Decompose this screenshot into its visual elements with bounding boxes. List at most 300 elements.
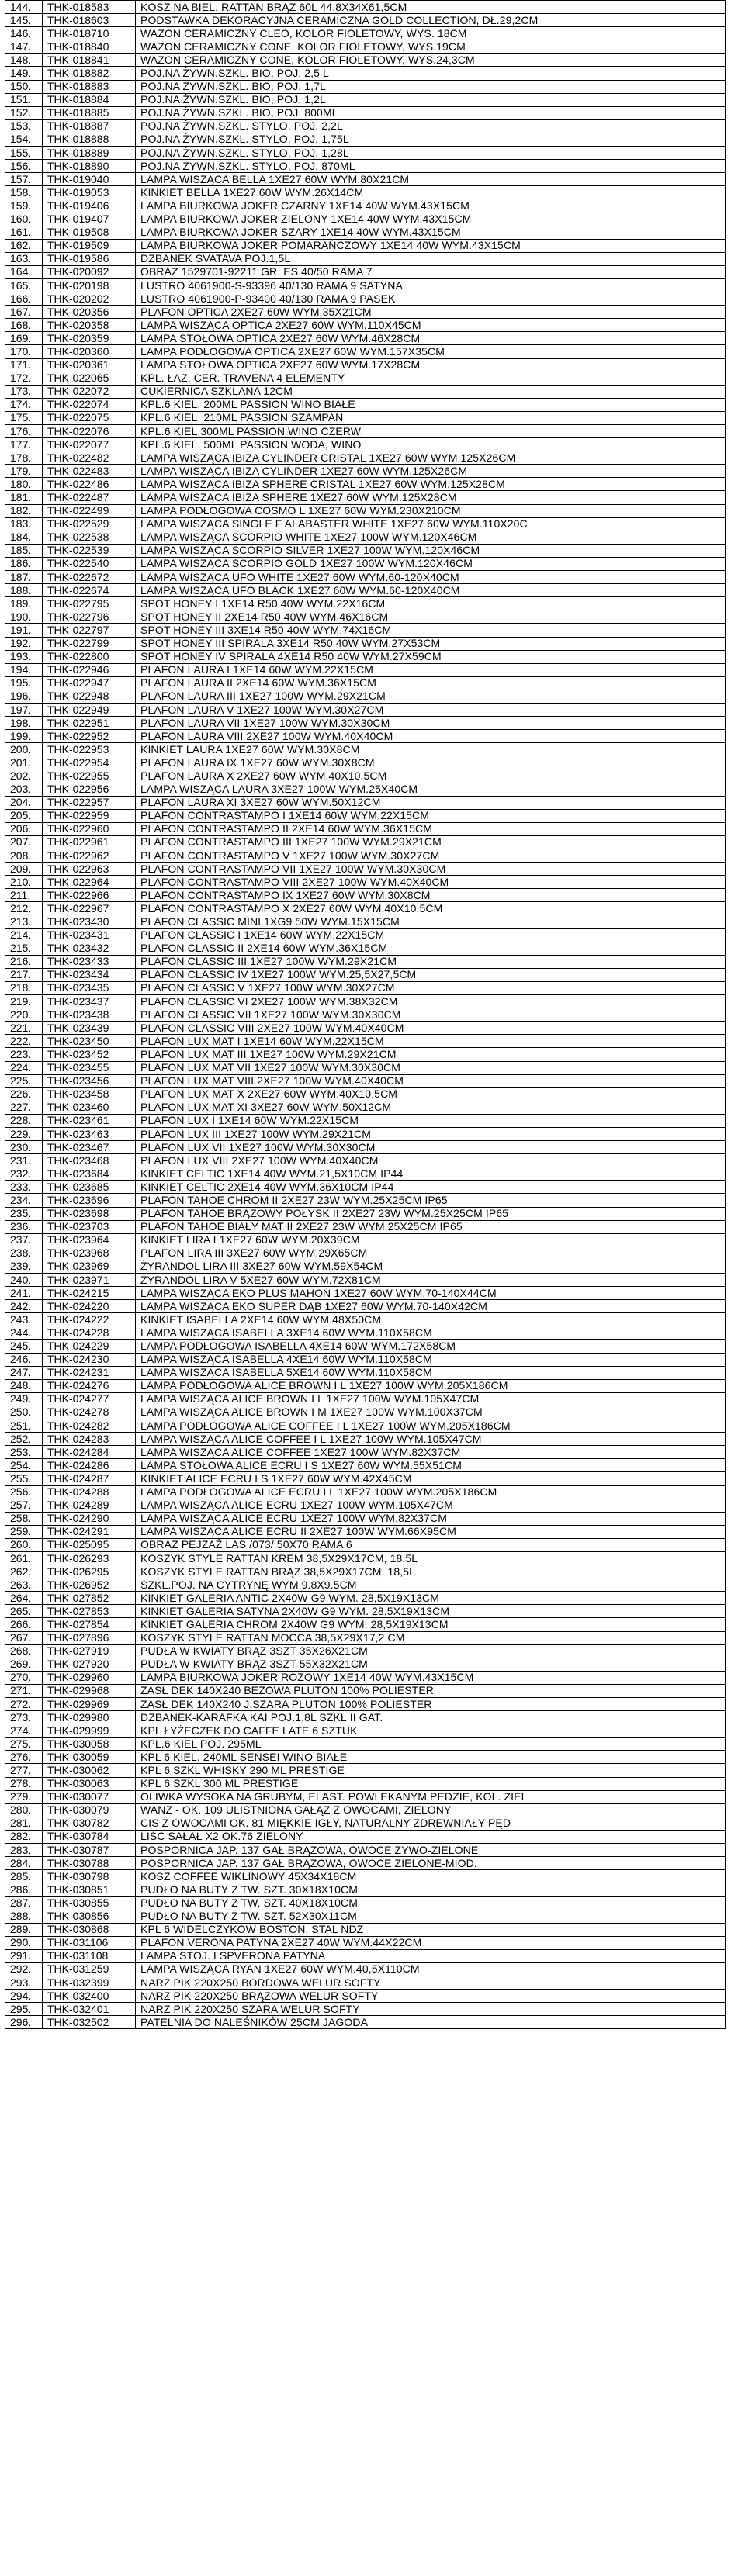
product-name: ŻYRANDOL LIRA III 3XE27 60W WYM.59X54CM	[136, 1260, 726, 1273]
table-row	[5, 517, 726, 531]
product-name: KOSZYK STYLE RATTAN MOCCA 38,5X29X17,2 CM	[136, 1631, 726, 1644]
row-number: 223.	[5, 1048, 43, 1061]
table-row	[5, 1658, 726, 1671]
product-name: PUDŁA W KWIATY BRĄZ 3SZT 55X32X21CM	[136, 1658, 726, 1671]
row-number: 286.	[5, 1883, 43, 1897]
product-name: PLAFON CONTRASTAMPO VIII 2XE27 100W WYM.40X40CM	[136, 876, 726, 889]
row-number: 190.	[5, 610, 43, 624]
table-row	[5, 1101, 726, 1114]
row-number: 229.	[5, 1127, 43, 1140]
table-row	[5, 14, 726, 27]
product-code: THK-024277	[43, 1392, 136, 1406]
product-name: PLAFON LAURA X 2XE27 60W WYM.40X10,5CM	[136, 769, 726, 783]
product-code: THK-030063	[43, 1777, 136, 1790]
product-name: PLAFON OPTICA 2XE27 60W WYM.35X21CM	[136, 306, 726, 319]
table-row	[5, 915, 726, 928]
row-number: 277.	[5, 1764, 43, 1777]
table-row	[5, 504, 726, 517]
product-name: KINKIET GALERIA SATYNA 2X40W G9 WYM. 28,5X19X13CM	[136, 1605, 726, 1618]
row-number: 224.	[5, 1061, 43, 1074]
product-name: POJ.NA ŻYWN.SZKL. STYLO, POJ. 1,75L	[136, 133, 726, 146]
product-name: POJ.NA ŻYWN.SZKL. STYLO, POJ. 2,2L	[136, 119, 726, 133]
table-row	[5, 1300, 726, 1313]
row-number: 162.	[5, 239, 43, 252]
table-row	[5, 332, 726, 345]
row-number: 216.	[5, 955, 43, 968]
table-row	[5, 756, 726, 769]
product-code: THK-027920	[43, 1658, 136, 1671]
product-code: THK-019407	[43, 213, 136, 226]
product-code: THK-018841	[43, 54, 136, 67]
product-name: PLAFON CONTRASTAMPO V 1XE27 100W WYM.30X27CM	[136, 849, 726, 863]
product-code: THK-023969	[43, 1260, 136, 1273]
table-row	[5, 1976, 726, 1989]
row-number: 273.	[5, 1711, 43, 1724]
row-number: 178.	[5, 451, 43, 465]
product-code: THK-030851	[43, 1883, 136, 1897]
table-row	[5, 27, 726, 40]
row-number: 257.	[5, 1499, 43, 1512]
row-number: 146.	[5, 27, 43, 40]
row-number: 215.	[5, 942, 43, 955]
product-name: PLAFON LAURA II 2XE14 60W WYM.36X15CM	[136, 676, 726, 690]
table-row	[5, 822, 726, 835]
table-row	[5, 1962, 726, 1976]
product-code: THK-031259	[43, 1962, 136, 1976]
product-name: PLAFON CONTRASTAMPO X 2XE27 60W WYM.40X10,5CM	[136, 902, 726, 915]
product-code: THK-023458	[43, 1087, 136, 1101]
product-code: THK-026952	[43, 1578, 136, 1592]
table-row	[5, 1194, 726, 1207]
product-code: THK-020358	[43, 319, 136, 332]
row-number: 265.	[5, 1605, 43, 1618]
product-code: THK-022947	[43, 676, 136, 690]
product-code: THK-030868	[43, 1923, 136, 1936]
product-code: THK-022959	[43, 809, 136, 822]
product-name: LAMPA WISZĄCA ALICE COFFEE I L 1XE27 100W WYM.105X47CM	[136, 1433, 726, 1446]
product-name: LAMPA PODŁOGOWA ALICE ECRU I L 1XE27 100W WYM.205X186CM	[136, 1485, 726, 1499]
product-name: PODSTAWKA DEKORACYJNA CERAMICZNA GOLD COLLECTION, DŁ.29,2CM	[136, 14, 726, 27]
product-code: THK-023456	[43, 1074, 136, 1087]
product-name: KINKIET ISABELLA 2XE14 60W WYM.48X50CM	[136, 1313, 726, 1326]
product-code: THK-022797	[43, 624, 136, 637]
product-code: THK-022482	[43, 451, 136, 465]
product-name: LAMPA WISZĄCA ISABELLA 5XE14 60W WYM.110X58CM	[136, 1366, 726, 1379]
product-name: LAMPA STOŁOWA OPTICA 2XE27 60W WYM.46X28CM	[136, 332, 726, 345]
product-name: LAMPA WISZĄCA SCORPIO GOLD 1XE27 100W WYM.120X46CM	[136, 557, 726, 570]
table-row	[5, 385, 726, 398]
table-row	[5, 199, 726, 213]
product-code: THK-022961	[43, 835, 136, 849]
table-row	[5, 226, 726, 239]
table-row	[5, 1538, 726, 1551]
table-row	[5, 213, 726, 226]
product-code: THK-022483	[43, 465, 136, 478]
product-name: LAMPA PODŁOGOWA ISABELLA 4XE14 60W WYM.172X58CM	[136, 1340, 726, 1353]
table-row	[5, 1154, 726, 1167]
product-code: THK-022540	[43, 557, 136, 570]
product-name: PLAFON VERONA PATYNA 2XE27 40W WYM.44X22CM	[136, 1936, 726, 1949]
row-number: 168.	[5, 319, 43, 332]
row-number: 165.	[5, 278, 43, 292]
table-row	[5, 1830, 726, 1843]
row-number: 207.	[5, 835, 43, 849]
product-code: THK-024229	[43, 1340, 136, 1353]
product-name: PLAFON LUX MAT III 1XE27 100W WYM.29X21CM	[136, 1048, 726, 1061]
product-code: THK-024289	[43, 1499, 136, 1512]
product-name: KINKIET LIRA I 1XE27 60W WYM.20X39CM	[136, 1233, 726, 1247]
product-name: CUKIERNICA SZKLANA 12CM	[136, 385, 726, 398]
product-name: LAMPA BIURKOWA JOKER ZIELONY 1XE14 40W WYM.43X15CM	[136, 213, 726, 226]
product-name: PLAFON CLASSIC VI 2XE27 100W WYM.38X32CM	[136, 995, 726, 1008]
row-number: 204.	[5, 796, 43, 809]
product-code: THK-020360	[43, 345, 136, 358]
product-name: PLAFON CLASSIC MINI 1XG9 50W WYM.15X15CM	[136, 915, 726, 928]
row-number: 213.	[5, 915, 43, 928]
product-code: THK-029960	[43, 1671, 136, 1684]
product-code: THK-030077	[43, 1790, 136, 1803]
product-code: THK-032399	[43, 1976, 136, 1989]
row-number: 276.	[5, 1751, 43, 1764]
table-row	[5, 690, 726, 703]
table-row	[5, 491, 726, 504]
product-name: PUDŁO NA BUTY Z TW. SZT. 40X18X10CM	[136, 1897, 726, 1910]
row-number: 167.	[5, 306, 43, 319]
table-row	[5, 557, 726, 570]
product-name: LAMPA PODŁOGOWA OPTICA 2XE27 60W WYM.157X35CM	[136, 345, 726, 358]
row-number: 186.	[5, 557, 43, 570]
product-name: KOSZ NA BIEL. RATTAN BRĄZ 60L 44,8X34X61,5CM	[136, 1, 726, 14]
product-name: SPOT HONEY II 2XE14 R50 40W WYM.46X16CM	[136, 610, 726, 624]
product-code: THK-022960	[43, 822, 136, 835]
row-number: 154.	[5, 133, 43, 146]
product-code: THK-031106	[43, 1936, 136, 1949]
row-number: 289.	[5, 1923, 43, 1936]
product-code: THK-022957	[43, 796, 136, 809]
table-row	[5, 398, 726, 411]
product-name: LAMPA PODŁOGOWA ALICE BROWN I L 1XE27 100W WYM.205X186CM	[136, 1379, 726, 1392]
product-code: THK-022065	[43, 372, 136, 385]
row-number: 166.	[5, 292, 43, 306]
table-row	[5, 1207, 726, 1220]
product-code: THK-023431	[43, 928, 136, 942]
product-code: THK-023432	[43, 942, 136, 955]
table-row	[5, 981, 726, 994]
row-number: 191.	[5, 624, 43, 637]
product-code: THK-022953	[43, 743, 136, 756]
product-name: LAMPA WISZĄCA UFO WHITE 1XE27 60W WYM.60-120X40CM	[136, 571, 726, 584]
product-code: THK-024287	[43, 1472, 136, 1485]
product-name: OBRAZ 1529701-92211 GR. ES 40/50 RAMA 7	[136, 265, 726, 278]
row-number: 222.	[5, 1035, 43, 1048]
product-code: THK-022952	[43, 730, 136, 743]
product-name: PLAFON CLASSIC II 2XE14 60W WYM.36X15CM	[136, 942, 726, 955]
table-row	[5, 743, 726, 756]
product-name: PLAFON CONTRASTAMPO III 1XE27 100W WYM.29X21CM	[136, 835, 726, 849]
row-number: 197.	[5, 703, 43, 716]
product-code: THK-022964	[43, 876, 136, 889]
product-name: ŻYRANDOL LIRA V 5XE27 60W WYM.72X81CM	[136, 1274, 726, 1287]
product-name: POJ.NA ŻYWN.SZKL. BIO, POJ. 800ML	[136, 106, 726, 119]
table-row	[5, 40, 726, 54]
product-name: PLAFON CONTRASTAMPO VII 1XE27 100W WYM.30X30CM	[136, 863, 726, 876]
table-row	[5, 1433, 726, 1446]
product-name: PLAFON CONTRASTAMPO I 1XE14 60W WYM.22X15CM	[136, 809, 726, 822]
row-number: 153.	[5, 119, 43, 133]
product-name: LAMPA WISZĄCA ALICE BROWN I L 1XE27 100W WYM.105X47CM	[136, 1392, 726, 1406]
product-code: THK-023437	[43, 995, 136, 1008]
product-code: THK-024282	[43, 1419, 136, 1433]
product-code: THK-023463	[43, 1127, 136, 1140]
row-number: 159.	[5, 199, 43, 213]
product-code: THK-019053	[43, 186, 136, 199]
product-code: THK-018583	[43, 1, 136, 14]
table-row	[5, 1870, 726, 1883]
table-row	[5, 425, 726, 438]
row-number: 285.	[5, 1870, 43, 1883]
row-number: 217.	[5, 968, 43, 981]
product-name: PLAFON LAURA VIII 2XE27 100W WYM.40X40CM	[136, 730, 726, 743]
row-number: 202.	[5, 769, 43, 783]
product-code: THK-023455	[43, 1061, 136, 1074]
row-number: 150.	[5, 80, 43, 93]
row-number: 279.	[5, 1790, 43, 1803]
product-name: SZKL.POJ. NA CYTRYNĘ WYM.9.8X9.5CM	[136, 1578, 726, 1592]
product-name: LAMPA WISZĄCA ALICE BROWN I M 1XE27 100W WYM.100X37CM	[136, 1406, 726, 1419]
product-code: THK-018884	[43, 93, 136, 106]
row-number: 252.	[5, 1433, 43, 1446]
product-name: PLAFON LAURA VII 1XE27 100W WYM.30X30CM	[136, 717, 726, 730]
product-code: THK-023438	[43, 1008, 136, 1022]
product-name: LAMPA BIURKOWA JOKER CZARNY 1XE14 40W WYM.43X15CM	[136, 199, 726, 213]
product-code: THK-023964	[43, 1233, 136, 1247]
table-row	[5, 1022, 726, 1035]
product-code: THK-018885	[43, 106, 136, 119]
product-name: LAMPA STOŁOWA OPTICA 2XE27 60W WYM.17X28CM	[136, 358, 726, 372]
product-name: KINKIET GALERIA ANTIC 2X40W G9 WYM. 28,5X19X13CM	[136, 1592, 726, 1605]
product-code: THK-018603	[43, 14, 136, 27]
row-number: 248.	[5, 1379, 43, 1392]
table-row	[5, 306, 726, 319]
row-number: 254.	[5, 1459, 43, 1472]
product-name: WAZON CERAMICZNY CONE, KOLOR FIOLETOWY, WYS.24,3CM	[136, 54, 726, 67]
table-row	[5, 1233, 726, 1247]
table-row	[5, 451, 726, 465]
table-row	[5, 1366, 726, 1379]
product-name: PLAFON CLASSIC VII 1XE27 100W WYM.30X30CM	[136, 1008, 726, 1022]
product-name: LAMPA BIURKOWA JOKER RÓŻOWY 1XE14 40W WYM.43X15CM	[136, 1671, 726, 1684]
table-row	[5, 1605, 726, 1618]
product-name: KPL. ŁAZ. CER. TRAVENA 4 ELEMENTY	[136, 372, 726, 385]
table-row	[5, 1008, 726, 1022]
table-row	[5, 902, 726, 915]
row-number: 210.	[5, 876, 43, 889]
table-row	[5, 1618, 726, 1631]
row-number: 219.	[5, 995, 43, 1008]
product-code: THK-023971	[43, 1274, 136, 1287]
row-number: 157.	[5, 173, 43, 186]
product-name: KINKIET CELTIC 2XE14 40W WYM.36X10CM IP44	[136, 1181, 726, 1194]
table-row	[5, 80, 726, 93]
product-name: KPL ŁYŻECZEK DO CAFFE LATE 6 SZTUK	[136, 1724, 726, 1738]
table-row	[5, 1141, 726, 1154]
row-number: 221.	[5, 1022, 43, 1035]
table-row	[5, 783, 726, 796]
row-number: 234.	[5, 1194, 43, 1207]
product-code: THK-022672	[43, 571, 136, 584]
table-row	[5, 1512, 726, 1525]
table-row	[5, 1485, 726, 1499]
row-number: 294.	[5, 1990, 43, 2003]
product-name: LAMPA BIURKOWA JOKER SZARY 1XE14 40W WYM.43X15CM	[136, 226, 726, 239]
product-name: WAZON CERAMICZNY CLEO, KOLOR FIOLETOWY, WYS. 18CM	[136, 27, 726, 40]
table-row	[5, 160, 726, 173]
row-number: 244.	[5, 1326, 43, 1340]
product-name: KPL.6 KIEL. 200ML PASSION WINO BIAŁE	[136, 398, 726, 411]
row-number: 251.	[5, 1419, 43, 1433]
product-code: THK-022538	[43, 531, 136, 544]
product-name: SPOT HONEY I 1XE14 R50 40W WYM.22X16CM	[136, 597, 726, 610]
row-number: 249.	[5, 1392, 43, 1406]
row-number: 177.	[5, 438, 43, 451]
row-number: 160.	[5, 213, 43, 226]
row-number: 241.	[5, 1287, 43, 1300]
row-number: 199.	[5, 730, 43, 743]
product-code: THK-024222	[43, 1313, 136, 1326]
row-number: 201.	[5, 756, 43, 769]
product-code: THK-022954	[43, 756, 136, 769]
table-row	[5, 1114, 726, 1127]
row-number: 280.	[5, 1803, 43, 1817]
table-row	[5, 889, 726, 902]
table-row	[5, 730, 726, 743]
product-code: THK-023684	[43, 1167, 136, 1181]
row-number: 176.	[5, 425, 43, 438]
table-row	[5, 252, 726, 265]
table-row	[5, 1724, 726, 1738]
product-code: THK-031108	[43, 1949, 136, 1962]
table-row	[5, 478, 726, 491]
table-row	[5, 1326, 726, 1340]
table-row	[5, 372, 726, 385]
row-number: 233.	[5, 1181, 43, 1194]
row-number: 173.	[5, 385, 43, 398]
table-row	[5, 1340, 726, 1353]
row-number: 267.	[5, 1631, 43, 1644]
product-code: THK-023430	[43, 915, 136, 928]
row-number: 278.	[5, 1777, 43, 1790]
row-number: 253.	[5, 1446, 43, 1459]
product-name: KPL 6 KIEL. 240ML SENSEI WINO BIAŁE	[136, 1751, 726, 1764]
table-row	[5, 438, 726, 451]
table-row	[5, 624, 726, 637]
table-row	[5, 1087, 726, 1101]
table-row	[5, 1392, 726, 1406]
row-number: 226.	[5, 1087, 43, 1101]
product-name: KPL.6 KIEL POJ. 295ML	[136, 1738, 726, 1751]
row-number: 263.	[5, 1578, 43, 1592]
row-number: 262.	[5, 1565, 43, 1578]
row-number: 156.	[5, 160, 43, 173]
row-number: 287.	[5, 1897, 43, 1910]
product-code: THK-024291	[43, 1525, 136, 1538]
product-name: LAMPA PODŁOGOWA ALICE COFFEE I L 1XE27 100W WYM.205X186CM	[136, 1419, 726, 1433]
row-number: 185.	[5, 544, 43, 557]
product-name: DZBANEK SVATAVA POJ.1,5L	[136, 252, 726, 265]
product-code: THK-030062	[43, 1764, 136, 1777]
product-name: LUSTRO 4061900-S-93396 40/130 RAMA 9 SATYNA	[136, 278, 726, 292]
product-name: PLAFON LUX MAT X 2XE27 60W WYM.40X10,5CM	[136, 1087, 726, 1101]
table-row	[5, 1379, 726, 1392]
product-code: THK-022963	[43, 863, 136, 876]
table-row	[5, 319, 726, 332]
table-row	[5, 928, 726, 942]
product-code: THK-024278	[43, 1406, 136, 1419]
row-number: 181.	[5, 491, 43, 504]
product-code: THK-024220	[43, 1300, 136, 1313]
inventory-table	[5, 0, 726, 2029]
product-name: KPL.6 KIEL.300ML PASSION WINO CZERW.	[136, 425, 726, 438]
product-name: POJ.NA ŻYWN.SZKL. BIO, POJ. 1,2L	[136, 93, 726, 106]
table-row	[5, 1631, 726, 1644]
product-name: LAMPA WISZĄCA EKO SUPER DĄB 1XE27 60W WYM.70-140X42CM	[136, 1300, 726, 1313]
row-number: 200.	[5, 743, 43, 756]
product-code: THK-022077	[43, 438, 136, 451]
table-row	[5, 676, 726, 690]
product-code: THK-020361	[43, 358, 136, 372]
product-code: THK-024288	[43, 1485, 136, 1499]
product-name: LAMPA STOJ. LSPVERONA PATYNA	[136, 1949, 726, 1962]
table-row	[5, 1711, 726, 1724]
product-code: THK-030079	[43, 1803, 136, 1817]
product-code: THK-022946	[43, 663, 136, 676]
table-row	[5, 1220, 726, 1233]
table-row	[5, 610, 726, 624]
table-row	[5, 239, 726, 252]
product-name: PLAFON LAURA I 1XE14 60W WYM.22X15CM	[136, 663, 726, 676]
product-code: THK-027919	[43, 1644, 136, 1658]
product-name: PLAFON LAURA III 1XE27 100W WYM.29X21CM	[136, 690, 726, 703]
table-row	[5, 1803, 726, 1817]
row-number: 212.	[5, 902, 43, 915]
product-code: THK-023434	[43, 968, 136, 981]
product-code: THK-022967	[43, 902, 136, 915]
product-code: THK-022948	[43, 690, 136, 703]
product-code: THK-022487	[43, 491, 136, 504]
product-name: PLAFON CONTRASTAMPO IX 1XE27 60W WYM.30X8CM	[136, 889, 726, 902]
table-row	[5, 1181, 726, 1194]
table-row	[5, 1923, 726, 1936]
row-number: 147.	[5, 40, 43, 54]
product-name: KPL.6 KIEL. 500ML PASSION WODA, WINO	[136, 438, 726, 451]
row-number: 183.	[5, 517, 43, 531]
table-row	[5, 133, 726, 146]
product-name: LAMPA BIURKOWA JOKER POMARAŃCZOWY 1XE14 40W WYM.43X15CM	[136, 239, 726, 252]
product-name: PLAFON LAURA IX 1XE27 60W WYM.30X8CM	[136, 756, 726, 769]
row-number: 281.	[5, 1817, 43, 1830]
row-number: 270.	[5, 1671, 43, 1684]
row-number: 145.	[5, 14, 43, 27]
row-number: 245.	[5, 1340, 43, 1353]
row-number: 211.	[5, 889, 43, 902]
row-number: 250.	[5, 1406, 43, 1419]
product-code: THK-019509	[43, 239, 136, 252]
table-row	[5, 1578, 726, 1592]
product-name: POJ.NA ŻYWN.SZKL. BIO, POJ. 2,5 L	[136, 67, 726, 80]
product-code: THK-024286	[43, 1459, 136, 1472]
product-code: THK-029968	[43, 1684, 136, 1697]
row-number: 293.	[5, 1976, 43, 1989]
